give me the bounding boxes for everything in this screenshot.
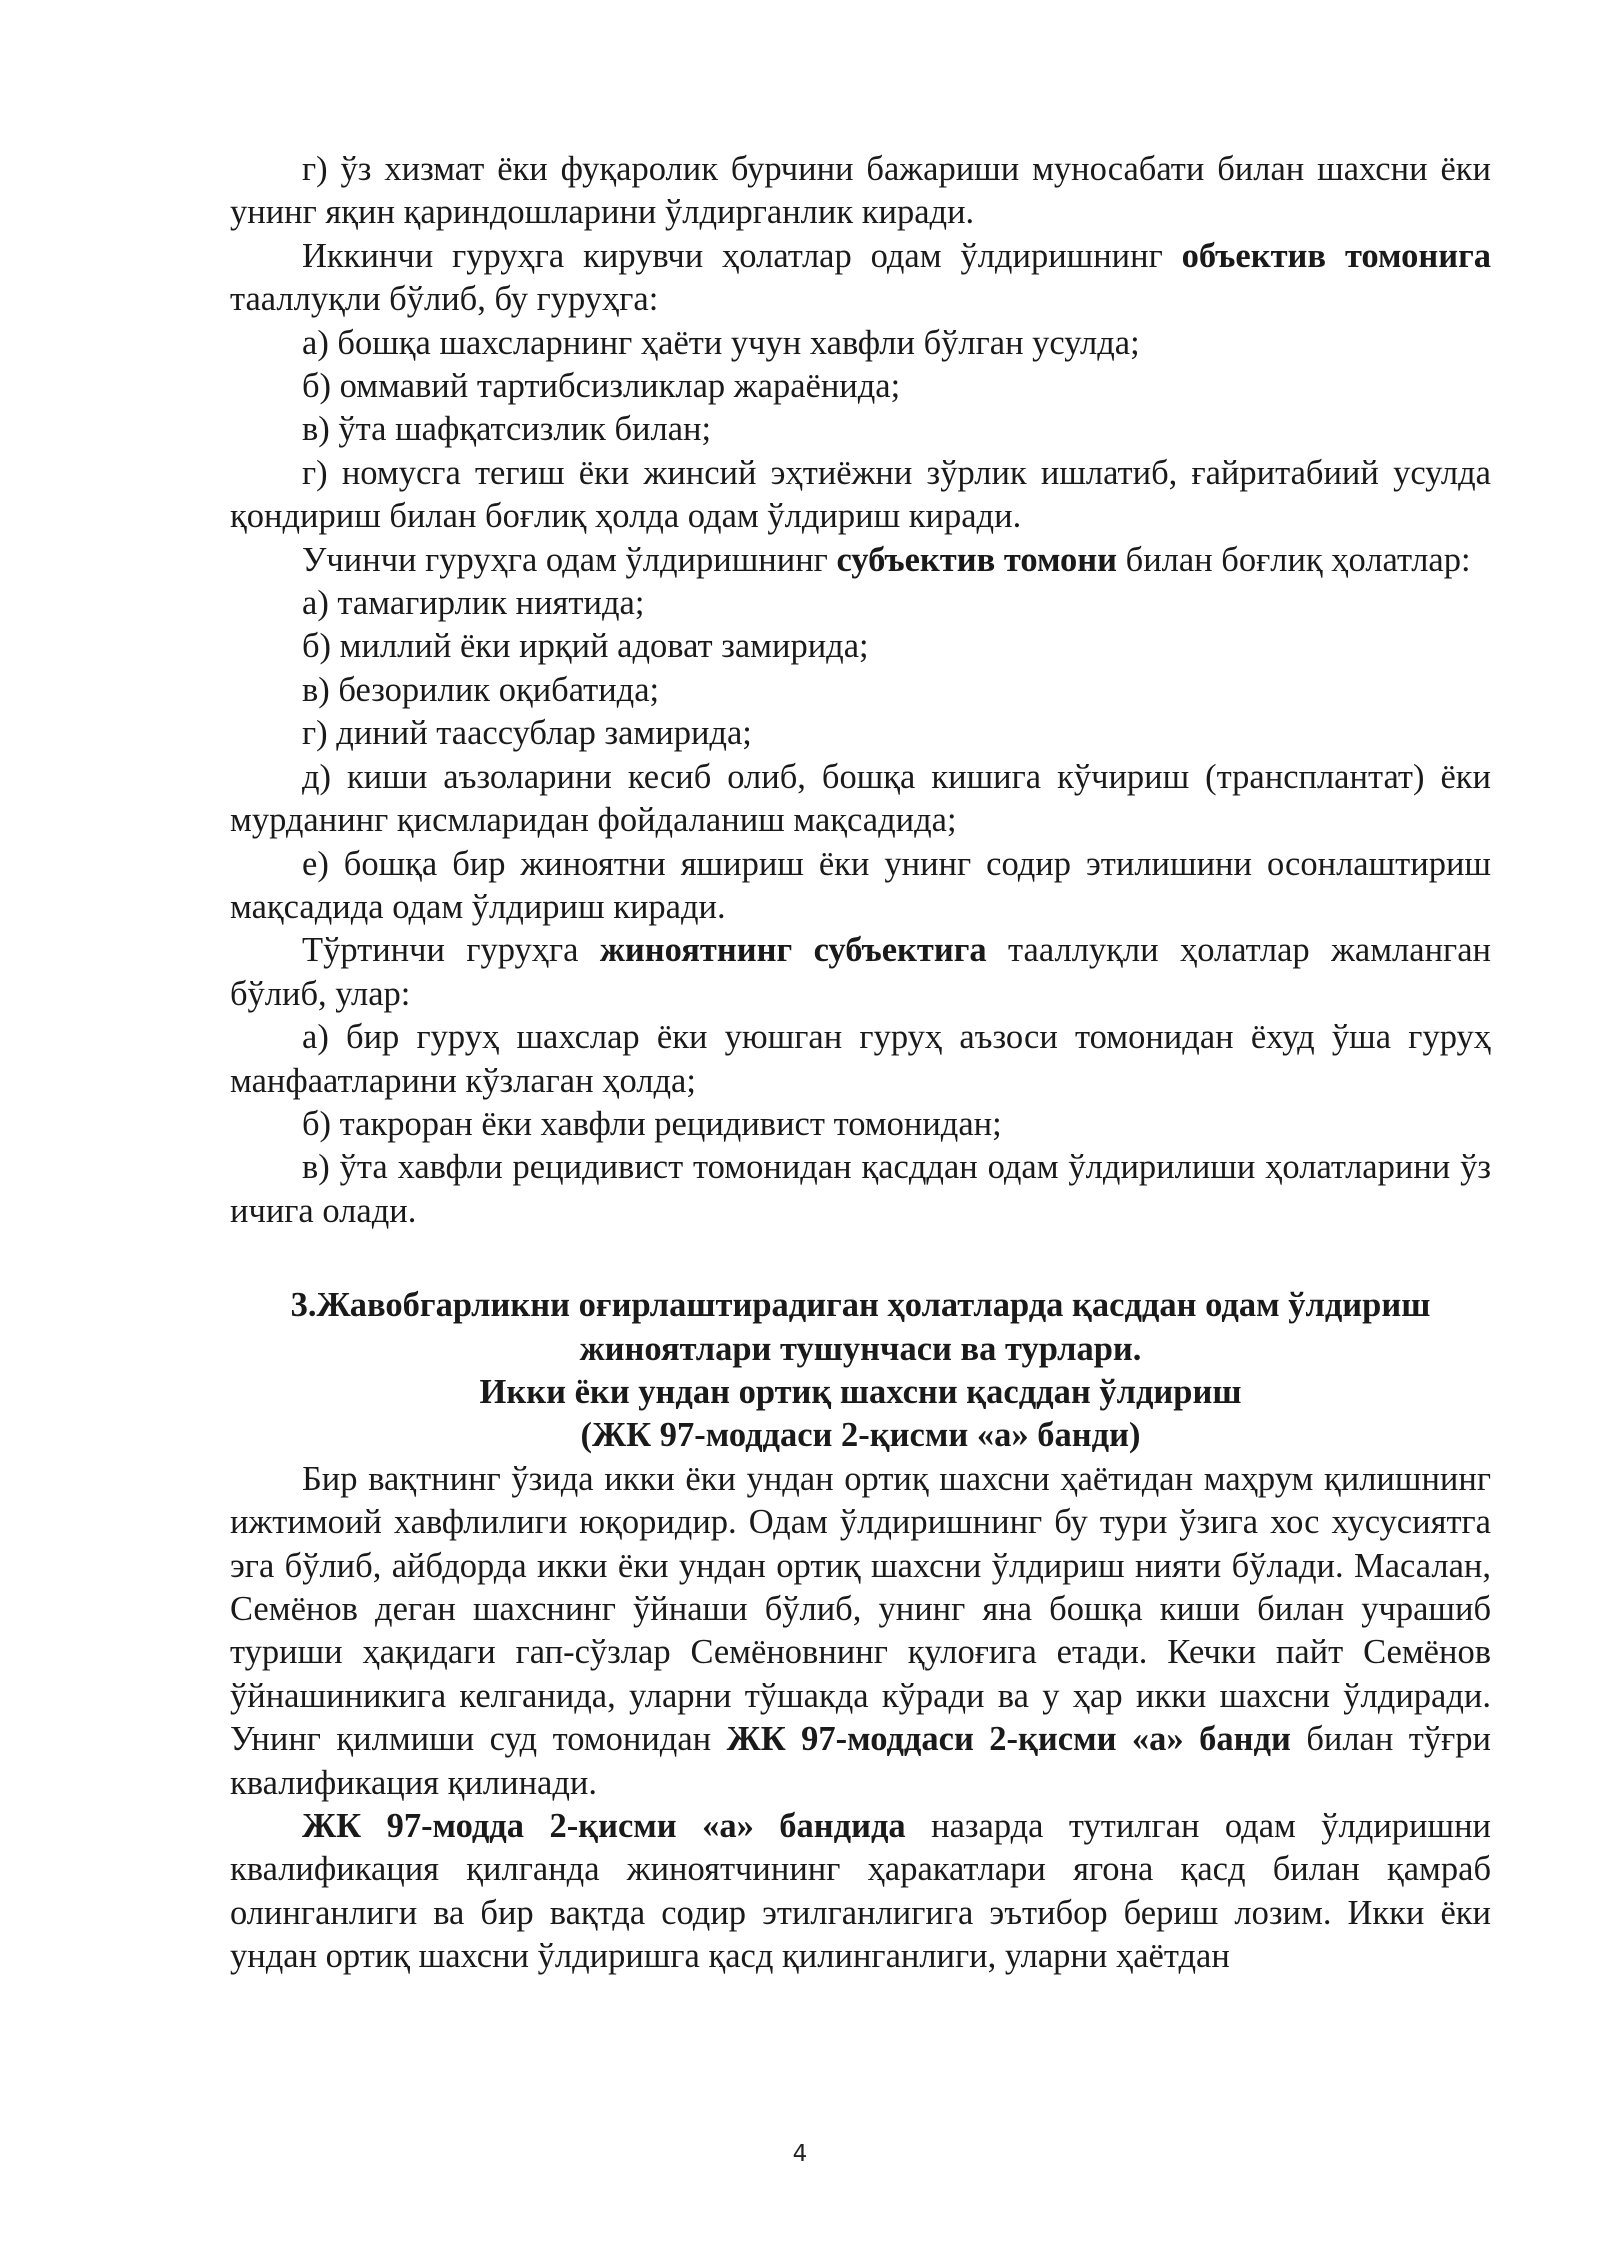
paragraph: [230, 1103, 1491, 1146]
section-gap: [230, 1233, 1491, 1284]
text-run: г) номусга тегиш ёки жинсий эҳтиёжни зўрлик ишлатиб, ғайритабиий усулда қондириш билан боғлиқ ҳолда одам ўлдириш киради.: [230, 453, 1491, 536]
text-run: тааллуқли бўлиб, бу гуруҳга:: [230, 280, 659, 319]
paragraph: [230, 235, 1491, 322]
page-number: 4: [792, 2141, 808, 2167]
text-run: билан тўғри квалификация қилинади.: [230, 1720, 1491, 1802]
paragraph: [230, 929, 1491, 1016]
section-subheading: [230, 1371, 1491, 1458]
text-run: е) бошқа бир жиноятни яшириш ёки унинг содир этилишини осонлаштириш мақсадида одам ўлдириш киради.: [230, 844, 1491, 926]
paragraph: [230, 408, 1491, 451]
text-run: а) тамагирлик ниятида;: [302, 584, 645, 623]
text-run: Иккинчи гуруҳга кирувчи ҳолатлар одам ўлдиришнинг: [302, 236, 1182, 275]
body-text-part1: [230, 148, 1491, 1233]
text-run: Тўртинчи гуруҳга: [302, 931, 600, 970]
text-run: г) ўз хизмат ёки фуқаролик бурчини бажариши муносабати билан шахсни ёки унинг яқин қариндошларини ўлдирганлик киради.: [230, 150, 1491, 232]
section-heading-line1: 3.Жавобгарликни оғирлаштирадиган ҳолатларда қасддан одам ўлдириш: [290, 1286, 1431, 1325]
paragraph: [230, 625, 1491, 668]
text-run: а) бир гуруҳ шахслар ёки уюшган гуруҳ аъзоси томонидан ёхуд ўша гуруҳ манфаатларини кўзлаган ҳолда;: [230, 1018, 1491, 1100]
section-heading: [230, 1284, 1491, 1371]
paragraph: [230, 365, 1491, 408]
text-run: в) безорилик оқибатида;: [302, 670, 660, 709]
text-run: д) киши аъзоларини кесиб олиб, бошқа кишига кўчириш (трансплантат) ёки мурданинг қисмларидан фойдаланиш мақсадида;: [230, 757, 1491, 840]
text-run: в) ўта хавфли рецидивист томонидан қасддан одам ўлдирилиши ҳолатларини ўз ичига олади.: [230, 1148, 1491, 1230]
text-run: Учинчи гуруҳга одам ўлдиришнинг: [302, 540, 837, 579]
text-run: б) оммавий тартибсизликлар жараёнида;: [302, 367, 901, 406]
document-page: [230, 148, 1491, 1979]
text-run: б) миллий ёки ирқий адоват замирида;: [302, 627, 869, 666]
bold-term: субъектив томони: [836, 540, 1118, 579]
text-run: в) ўта шафқатсизлик билан;: [302, 410, 712, 449]
paragraph: [230, 843, 1491, 930]
bold-term: ЖК 97-модда 2-қисми «а» бандида: [302, 1807, 906, 1846]
paragraph: [230, 322, 1491, 365]
body-text-part2: [230, 1458, 1491, 1979]
paragraph: [230, 1805, 1491, 1979]
bold-term: жиноятнинг субъектига: [599, 931, 987, 970]
paragraph: [230, 1016, 1491, 1103]
paragraph: [230, 539, 1491, 582]
subheading-line2: (ЖК 97-моддаси 2-қисми «а» банди): [580, 1416, 1141, 1455]
paragraph: [230, 712, 1491, 755]
text-run: а) бошқа шахсларнинг ҳаёти учун хавфли бўлган усулда;: [302, 323, 1140, 362]
bold-term: ЖК 97-моддаси 2-қисми «а» банди: [726, 1720, 1291, 1759]
paragraph: [230, 148, 1491, 235]
paragraph: [230, 1458, 1491, 1805]
text-run: тааллуқли ҳолатлар жамланган бўлиб, улар:: [230, 931, 1491, 1013]
paragraph: [230, 756, 1491, 843]
text-run: билан боғлиқ ҳолатлар:: [1117, 540, 1471, 579]
paragraph: [230, 582, 1491, 625]
paragraph: [230, 669, 1491, 712]
section-heading-line2: жиноятлари тушунчаси ва турлари.: [579, 1329, 1142, 1368]
text-run: г) диний таассублар замирида;: [302, 714, 752, 753]
text-run: назарда тутилган одам ўлдиришни квалификация қилганда жиноятчининг ҳаракатлари ягона қасд билан қамраб олинганлиги ва бир вақтда содир этилганлигига эътибор бериш лозим. Икки ёки ундан ортиқ шахсни ўлдиришга қасд қилинганлиги, уларни ҳаётдан: [230, 1807, 1491, 1976]
bold-term: объектив томонига: [1181, 236, 1491, 275]
paragraph: [230, 452, 1491, 539]
paragraph: [230, 1146, 1491, 1233]
text-run: б) такроран ёки хавфли рецидивист томонидан;: [302, 1104, 1002, 1143]
subheading-line1: Икки ёки ундан ортиқ шахсни қасддан ўлдириш: [479, 1372, 1242, 1411]
text-run: Бир вақтнинг ўзида икки ёки ундан ортиқ шахсни ҳаётидан маҳрум қилишнинг ижтимоий хавфлилиги юқоридир. Одам ўлдиришнинг бу тури ўзига хос хусусиятга эга бўлиб, айбдорда икки ёки ундан ортиқ шахсни ўлдириш нияти бўлади. Масалан, Семёнов деган шахснинг ўйнаши бўлиб, унинг яна бошқа киши билан учрашиб туриши ҳақидаги гап-сўзлар Семёновнинг қулоғига етади. Кечки пайт Семёнов ўйнашиникига келганида, уларни тўшакда кўради ва у ҳар икки шахсни ўлдиради. Унинг қилмиши суд томонидан: [230, 1459, 1491, 1759]
